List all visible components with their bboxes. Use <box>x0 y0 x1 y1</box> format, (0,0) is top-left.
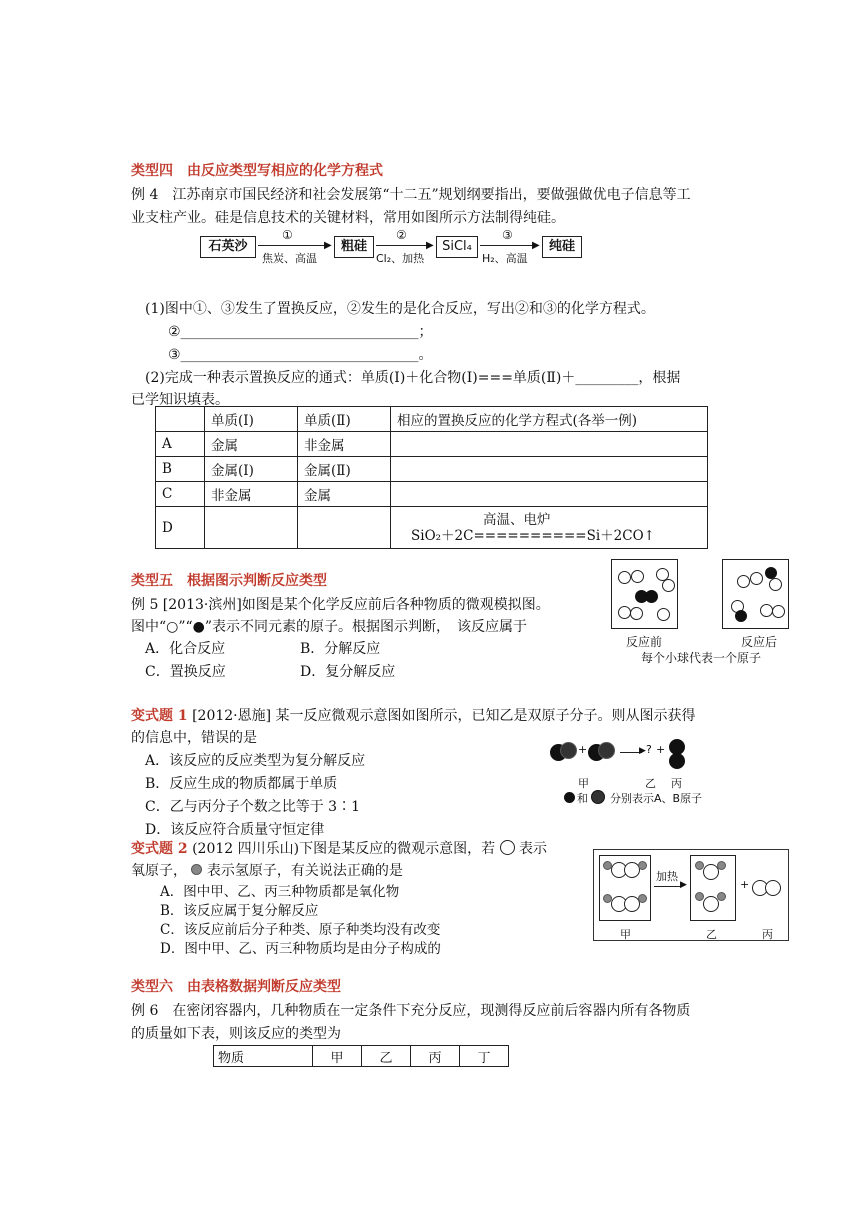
white-atom <box>631 570 644 583</box>
table-cell: 金属 <box>298 482 391 507</box>
flow-cond-1: 焦炭、高温 <box>262 252 317 265</box>
variant2-text-a: (2012 四川乐山)下图是某反应的微观示意图，若 <box>192 841 496 857</box>
table-cell: A <box>156 432 205 457</box>
table-cell: 金属(Ⅱ) <box>298 457 391 482</box>
hydrogen-atom <box>638 894 647 903</box>
example5-line1: 例 5 [2013·滨州]如图是某个化学反应前后各种物质的微观模拟图。 <box>131 597 550 613</box>
label-yi: 乙 <box>706 928 717 941</box>
example6-line2: 的质量如下表，则该反应的类型为 <box>131 1026 341 1042</box>
heat-label: 加热 <box>656 870 678 883</box>
option-a: A．化合反应 <box>145 641 226 657</box>
before-box <box>611 559 678 629</box>
legend-and: 和 <box>577 792 588 805</box>
table-header-cell: 丙 <box>411 1046 460 1067</box>
question-1: (1)图中①、③发生了置换反应，②发生的是化合反应，写出②和③的化学方程式。 <box>145 301 655 317</box>
table-row <box>156 432 708 457</box>
table-header-cell: 甲 <box>313 1046 362 1067</box>
table-row <box>156 507 708 549</box>
example4-line2: 业支柱产业。硅是信息技术的关键材料，常用如图所示方法制得纯硅。 <box>131 210 565 226</box>
table-cell: 金属(Ⅰ) <box>205 457 298 482</box>
question-2-line1: (2)完成一种表示置换反应的通式：单质(Ⅰ)＋化合物(Ⅰ)===单质(Ⅱ)＋_________，根据 <box>145 370 681 386</box>
label-jia: 甲 <box>578 777 589 790</box>
label-bing: 丙 <box>671 777 682 790</box>
table-cell <box>391 432 708 457</box>
variant2-text-d: 表示氢原子，有关说法正确的是 <box>206 863 403 879</box>
flow-node-quartz-sand: 石英沙 <box>200 236 256 258</box>
hydrogen-atom <box>695 892 704 901</box>
question-2-line2: 已学知识填表。 <box>131 392 229 408</box>
table-header-cell: 单质(Ⅱ) <box>298 407 391 432</box>
white-atom <box>737 575 750 588</box>
variant2-option-b: B．该反应属于复分解反应 <box>160 903 319 919</box>
flow-step-3: ③ <box>502 228 513 242</box>
variant2-label: 变式题 2 <box>131 841 188 857</box>
variant1-label: 变式题 1 <box>131 708 188 724</box>
flow-node-crude-silicon: 粗硅 <box>334 236 374 258</box>
example4-line1: 例 4 江苏南京市国民经济和社会发展第“十二五”规划纲要指出，要做强做优电子信息等工 <box>131 187 691 203</box>
reaction-model-figure <box>610 557 795 667</box>
option-b: B．分解反应 <box>300 641 381 657</box>
flow-step-2: ② <box>396 228 407 242</box>
after-box <box>722 559 789 629</box>
flow-arrow-2 <box>376 245 430 246</box>
flow-arrow-3 <box>480 245 536 246</box>
hydrogen-atom <box>717 892 726 901</box>
variant2-line1 <box>131 838 547 858</box>
hydrogen-atom <box>638 861 647 870</box>
variant1-text: [2012·恩施] 某一反应微观示意图如图所示，已知乙是双原子分子。则从图示获得 <box>192 708 696 724</box>
variant2-line2 <box>131 860 403 880</box>
white-atom <box>772 605 785 618</box>
flow-arrowhead-3: ▶ <box>532 240 540 251</box>
label-yi: 乙 <box>645 777 656 790</box>
variant2-text-c: 氧原子， <box>131 863 187 879</box>
option-c: C．置换反应 <box>145 664 226 680</box>
type6-heading: 类型六 由表格数据判断反应类型 <box>131 979 341 995</box>
yi-box <box>690 855 736 921</box>
variant1-option-c: C．乙与丙分子个数之比等于 3∶1 <box>145 799 360 815</box>
replacement-reaction-table <box>155 406 708 549</box>
table-cell: 非金属 <box>298 432 391 457</box>
label-jia: 甲 <box>620 928 631 941</box>
variant1-line1 <box>131 705 696 725</box>
table-cell <box>391 457 708 482</box>
black-atom <box>645 590 658 603</box>
legend-atom-b <box>591 790 605 804</box>
table-header-row <box>156 407 708 432</box>
hydrogen-atom <box>717 861 726 870</box>
legend-atom-a <box>564 792 575 803</box>
variant1-option-a: A．该反应的反应类型为复分解反应 <box>145 753 366 769</box>
plus-sign: + <box>740 878 750 891</box>
table-row <box>156 482 708 507</box>
oxygen-atom-icon <box>500 840 515 855</box>
atom-b <box>560 742 577 759</box>
table-header-cell: 单质(Ⅰ) <box>205 407 298 432</box>
plus-sign: + <box>656 743 666 756</box>
flow-node-sicl4: SiCl₄ <box>436 236 478 258</box>
option-d: D．复分解反应 <box>300 664 396 680</box>
table-cell-equation <box>391 507 708 549</box>
table-header-cell <box>156 407 205 432</box>
table-header-cell: 相应的置换反应的化学方程式(各举一例) <box>391 407 708 432</box>
arrowhead-icon: ▶ <box>680 880 687 890</box>
atom-b <box>598 742 615 759</box>
table-header-cell: 物质 <box>214 1046 313 1067</box>
flow-arrowhead-2: ▶ <box>426 240 434 251</box>
white-atom <box>630 607 643 620</box>
after-label: 反应后 <box>741 635 778 649</box>
variant1-line2: 的信息中，错误的是 <box>131 730 257 746</box>
table-cell <box>205 507 298 549</box>
equation-condition: 高温、电炉 <box>483 511 551 528</box>
plus-sign: + <box>578 743 588 756</box>
variant2-text-b: 表示 <box>519 841 547 857</box>
legend-text: 分别表示A、B原子 <box>610 792 703 805</box>
figure-note: 每个小球代表一个原子 <box>641 651 762 665</box>
variant1-option-d: D．该反应符合质量守恒定律 <box>145 822 325 838</box>
white-atom <box>618 571 631 584</box>
variant2-option-d: D．图中甲、乙、丙三种物质均是由分子构成的 <box>160 941 441 957</box>
arrowhead-icon: ▶ <box>639 746 646 756</box>
table-cell: B <box>156 457 205 482</box>
white-atom <box>657 608 670 621</box>
flow-arrowhead-1: ▶ <box>324 240 332 251</box>
black-atom <box>735 610 747 622</box>
variant2-option-c: C．该反应前后分子种类、原子种类均没有改变 <box>160 922 441 938</box>
hydrogen-atom-icon <box>191 864 202 875</box>
variant1-figure <box>550 737 750 809</box>
flow-cond-3: H₂、高温 <box>482 252 528 265</box>
flow-node-pure-silicon: 纯硅 <box>542 236 582 258</box>
label-bing: 丙 <box>762 928 773 941</box>
table-cell <box>298 507 391 549</box>
table-row <box>156 457 708 482</box>
variant1-option-b: B．反应生成的物质都属于单质 <box>145 776 338 792</box>
table-header-cell: 乙 <box>362 1046 411 1067</box>
variant2-figure <box>593 849 789 941</box>
flow-arrow-1 <box>258 245 328 246</box>
oxygen-atom <box>765 880 781 896</box>
atom-a <box>669 753 685 769</box>
table-cell: C <box>156 482 205 507</box>
type5-heading: 类型五 根据图示判断反应类型 <box>131 573 327 589</box>
reaction-arrow <box>654 886 682 887</box>
flow-step-1: ① <box>282 228 293 242</box>
example5-line2: 图中“○”“●”表示不同元素的原子。根据图示判断， 该反应属于 <box>131 619 528 635</box>
table-cell <box>391 482 708 507</box>
example6-line1: 例 6 在密闭容器内，几种物质在一定条件下充分反应，现测得反应前后容器内所有各物质 <box>131 1003 691 1019</box>
mass-table <box>213 1045 509 1067</box>
table-header-row <box>214 1046 509 1067</box>
white-atom <box>662 579 675 592</box>
type4-heading: 类型四 由反应类型写相应的化学方程式 <box>131 163 383 179</box>
table-cell: 金属 <box>205 432 298 457</box>
table-header-cell: 丁 <box>460 1046 509 1067</box>
white-atom <box>750 572 763 585</box>
table-cell: D <box>156 507 205 549</box>
jia-box <box>599 855 651 921</box>
flow-cond-2: Cl₂、加热 <box>376 252 425 265</box>
white-atom <box>769 578 782 591</box>
before-label: 反应前 <box>626 635 663 649</box>
variant2-option-a: A．图中甲、乙、丙三种物质都是氧化物 <box>160 884 400 900</box>
table-cell: 非金属 <box>205 482 298 507</box>
unknown-mark: ? <box>646 743 652 756</box>
silicon-process-flow <box>200 228 590 268</box>
question-1-blank-2: ②__________________________________； <box>168 324 433 340</box>
equation-text: SiO₂＋2C==========Si＋2CO↑ <box>411 527 655 544</box>
question-1-blank-3: ③__________________________________。 <box>168 347 433 363</box>
